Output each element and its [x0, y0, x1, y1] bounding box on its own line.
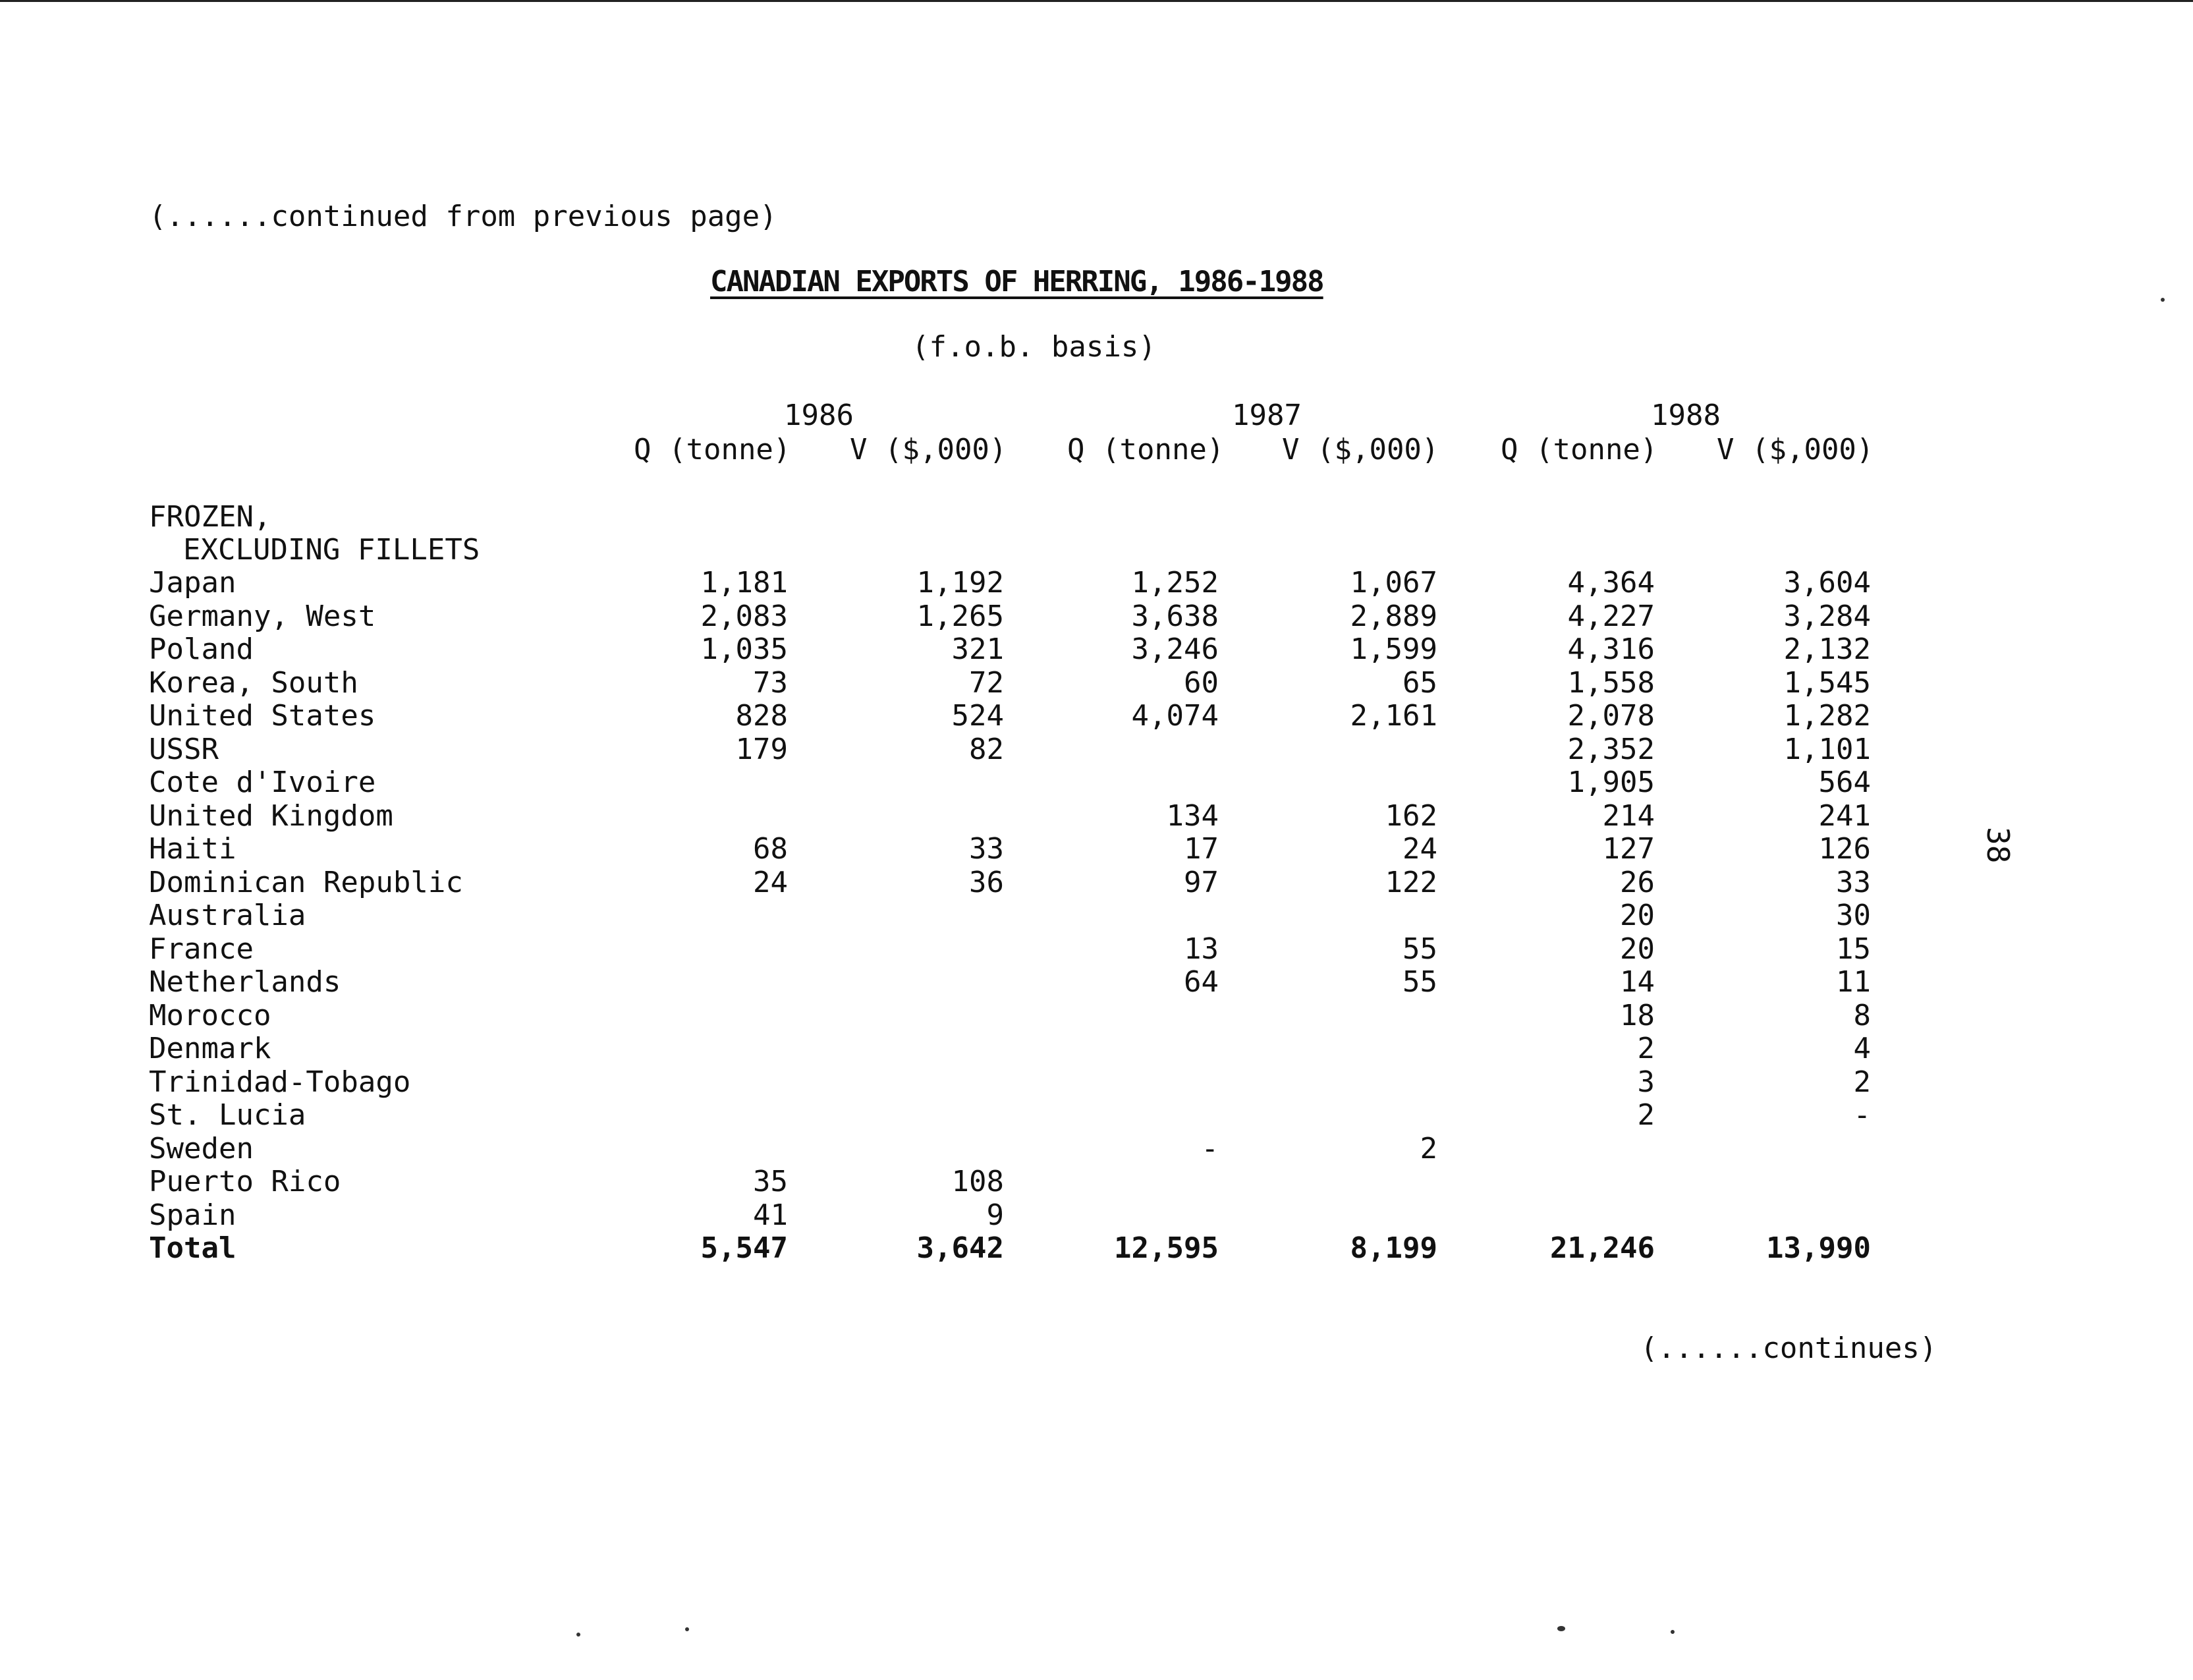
table-cell: 2,352: [1567, 732, 1655, 766]
table-cell: 4,074: [1131, 699, 1219, 733]
page-number: 38: [1980, 827, 2016, 864]
table-cell: 33: [1836, 865, 1871, 899]
table-cell: 36: [969, 865, 1004, 899]
section-label-frozen: FROZEN,: [149, 500, 271, 534]
document-subtitle: (f.o.b. basis): [912, 330, 1156, 364]
scan-speck: [576, 1633, 580, 1637]
year-header-1988: 1988: [1651, 399, 1721, 432]
table-cell: 68: [753, 832, 788, 866]
country-name: Trinidad-Tobago: [149, 1065, 411, 1099]
table-cell: 1,101: [1783, 732, 1871, 766]
col-header-q-1988: Q (tonne): [1501, 433, 1658, 466]
country-name: Haiti: [149, 832, 236, 866]
table-cell: 2: [1637, 1098, 1655, 1132]
scan-speck: [685, 1627, 689, 1631]
table-cell: 828: [735, 699, 788, 733]
country-name: Germany, West: [149, 599, 376, 633]
table-cell: 3,604: [1783, 566, 1871, 600]
table-cell: 24: [1402, 832, 1437, 866]
table-cell: 2: [1853, 1065, 1871, 1099]
table-cell: 1,599: [1350, 632, 1437, 666]
table-cell: 4,316: [1567, 632, 1655, 666]
table-cell: 321: [951, 632, 1004, 666]
table-cell: 41: [753, 1198, 788, 1232]
table-cell: 122: [1385, 865, 1437, 899]
table-cell: 2,083: [700, 599, 788, 633]
country-name: Cote d'Ivoire: [149, 766, 376, 799]
table-cell: 1,181: [700, 566, 788, 600]
table-cell: 12,595: [1114, 1231, 1219, 1265]
table-cell: -: [1201, 1131, 1219, 1165]
table-cell: 2,161: [1350, 699, 1437, 733]
col-header-q-1986: Q (tonne): [634, 433, 791, 466]
table-cell: 108: [951, 1165, 1004, 1198]
table-cell: 3: [1637, 1065, 1655, 1099]
country-name: Japan: [149, 566, 236, 600]
table-cell: 214: [1602, 798, 1655, 833]
table-cell: 18: [1620, 998, 1655, 1032]
table-cell: 13: [1184, 932, 1219, 966]
col-header-v-1988: V ($,000): [1717, 433, 1874, 466]
table-cell: 2: [1637, 1032, 1655, 1065]
table-cell: 97: [1184, 865, 1219, 899]
country-name: Puerto Rico: [149, 1165, 341, 1198]
country-name: Poland: [149, 632, 254, 666]
table-cell: 1,282: [1783, 699, 1871, 733]
table-cell: 20: [1620, 899, 1655, 932]
table-cell: 4,227: [1567, 599, 1655, 633]
country-name: USSR: [149, 732, 219, 766]
table-cell: 20: [1620, 932, 1655, 966]
table-cell: 14: [1620, 965, 1655, 999]
table-cell: 127: [1602, 832, 1655, 866]
table-cell: 564: [1818, 766, 1871, 799]
col-header-q-1987: Q (tonne): [1067, 433, 1225, 466]
table-cell: 17: [1184, 832, 1219, 866]
scan-speck: [1557, 1626, 1565, 1631]
table-cell: -: [1853, 1098, 1871, 1132]
table-cell: 126: [1818, 832, 1871, 866]
table-cell: 82: [969, 732, 1004, 766]
country-name: United Kingdom: [149, 798, 393, 833]
country-name: Dominican Republic: [149, 865, 463, 899]
table-cell: 241: [1818, 798, 1871, 833]
table-cell: 65: [1402, 665, 1437, 700]
section-label-excluding-fillets: EXCLUDING FILLETS: [183, 533, 480, 567]
country-name: Korea, South: [149, 665, 358, 700]
table-cell: 24: [753, 865, 788, 899]
table-cell: 55: [1402, 932, 1437, 966]
document-title: CANADIAN EXPORTS OF HERRING, 1986-1988: [710, 265, 1323, 298]
table-cell: 2: [1420, 1131, 1437, 1165]
table-cell: 2,078: [1567, 699, 1655, 733]
table-cell: 60: [1184, 665, 1219, 700]
continued-note: (......continued from previous page): [149, 200, 777, 233]
table-cell: 9: [986, 1198, 1004, 1232]
table-cell: 1,252: [1131, 566, 1219, 600]
table-cell: 162: [1385, 798, 1437, 833]
scan-speck: [2161, 298, 2165, 302]
country-name: France: [149, 932, 254, 966]
table-cell: 4: [1853, 1032, 1871, 1065]
table-cell: 3,638: [1131, 599, 1219, 633]
country-name: Morocco: [149, 998, 271, 1032]
table-cell: 1,545: [1783, 665, 1871, 700]
country-name: Australia: [149, 899, 306, 932]
year-header-1987: 1987: [1232, 399, 1302, 432]
year-header-1986: 1986: [784, 399, 854, 432]
table-cell: 1,905: [1567, 766, 1655, 799]
top-border-line: [0, 0, 2193, 2]
col-header-v-1987: V ($,000): [1282, 433, 1439, 466]
table-cell: 11: [1836, 965, 1871, 999]
table-cell: 21,246: [1550, 1231, 1655, 1265]
table-cell: 3,284: [1783, 599, 1871, 633]
table-cell: 1,265: [916, 599, 1004, 633]
total-label: Total: [149, 1231, 236, 1265]
country-name: Sweden: [149, 1131, 254, 1165]
table-cell: 26: [1620, 865, 1655, 899]
table-cell: 1,558: [1567, 665, 1655, 700]
table-cell: 1,067: [1350, 566, 1437, 600]
table-cell: 3,642: [916, 1231, 1004, 1265]
country-name: St. Lucia: [149, 1098, 306, 1132]
table-cell: 73: [753, 665, 788, 700]
country-name: Spain: [149, 1198, 236, 1232]
table-cell: 13,990: [1766, 1231, 1871, 1265]
table-cell: 2,889: [1350, 599, 1437, 633]
table-cell: 35: [753, 1165, 788, 1198]
table-cell: 55: [1402, 965, 1437, 999]
table-cell: 72: [969, 665, 1004, 700]
col-header-v-1986: V ($,000): [850, 433, 1007, 466]
country-name: United States: [149, 699, 376, 733]
table-cell: 30: [1836, 899, 1871, 932]
continues-note: (......continues): [1640, 1331, 1937, 1365]
country-name: Netherlands: [149, 965, 341, 999]
table-cell: 8,199: [1350, 1231, 1437, 1265]
table-cell: 524: [951, 699, 1004, 733]
table-cell: 134: [1166, 798, 1219, 833]
scan-speck: [1671, 1630, 1675, 1634]
table-cell: 179: [735, 732, 788, 766]
table-cell: 15: [1836, 932, 1871, 966]
table-cell: 1,035: [700, 632, 788, 666]
table-cell: 4,364: [1567, 566, 1655, 600]
table-cell: 64: [1184, 965, 1219, 999]
country-name: Denmark: [149, 1032, 271, 1065]
table-cell: 8: [1853, 998, 1871, 1032]
table-cell: 2,132: [1783, 632, 1871, 666]
table-cell: 3,246: [1131, 632, 1219, 666]
table-cell: 33: [969, 832, 1004, 866]
table-cell: 1,192: [916, 566, 1004, 600]
table-cell: 5,547: [700, 1231, 788, 1265]
